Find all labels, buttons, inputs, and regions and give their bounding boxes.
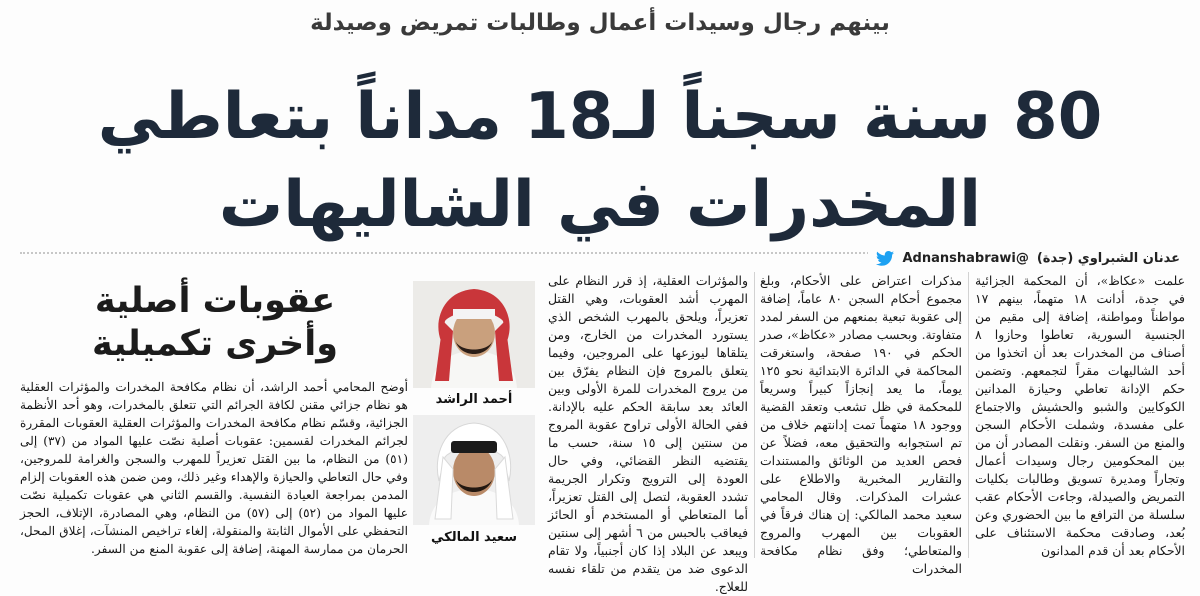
photo-saeed-almalki [413, 415, 535, 525]
photo-ahmed-alrashed [413, 281, 535, 388]
headline-line-1: 80 سنة سجناً لـ18 مداناً بتعاطي [97, 80, 1103, 154]
headline-line-2: المخدرات في الشاليهات [218, 168, 982, 242]
column-divider [968, 272, 969, 558]
twitter-handle: @Adnanshabrawi [902, 250, 1029, 266]
kicker-headline: بينهم رجال وسيدات أعمال وطالبات تمريض وصيدلة [310, 10, 890, 36]
column-divider [754, 272, 755, 558]
article-column-3: والمؤثرات العقلية، إذ قرر النظام على المهرب أشد العقوبات، وهي القتل تعزيراً، ويلحق بالمهرب الشخص الذي يستورد المخدرات من الخارج، ومن يتلقاها ليوزعها على المروجين، وفيما يتعلق بالمروج فإن النظام يفرّق بين من يروج المخدرات للمرة الأولى وبين العائد بعد سابقة الحكم عليه بالإدانة. ففي الحالة الأولى تراوح عقوبة المروج من سنتين إلى ١٥ سنة، حسب ما يقتضيه النظر القضائي، وفي حال العودة إلى الترويج وتكرار الجريمة تشدد العقوبة، لتصل إلى القتل تعزيراً، أما المتعاطي أو المستخدم أو الحائز فيعاقب بالحبس من ٦ أشهر إلى سنتين ويبعد عن البلاد إذا كان أجنبياً، ولا تقام الدعوى ضد من يتقدم من تلقاء نفسه للعلاج. [548, 273, 748, 594]
twitter-bird-icon [876, 249, 894, 267]
author-name: عدنان الشبراوي (جدة) [1036, 250, 1180, 266]
byline [868, 247, 1180, 269]
photo-caption: أحمد الراشد [435, 392, 513, 407]
portrait-photo-icon [413, 281, 535, 388]
subheading-line-1: عقوبات أصلية [94, 281, 336, 321]
article-column-1: علمت «عكاظ»، أن المحكمة الجزائية في جدة، أدانت ١٨ متهماً، بينهم ١٧ مواطناً ومواطنة، إضافة إلى مقيم من الجنسية السورية، تعاطوا وحازوا ٨ أصناف من المخدرات بعد أن اتخذوا من أحد الشاليهات مقراً لتجمعهم. وتضمن حكم الإدانة تعاطي وحيازة المدانين الكوكايين والشبو والحشيش والاجتماع على مفسدة، وشملت الأحكام السجن والمنع من السفر. ونقلت المصادر أن من بين المحكومين رجال وسيدات أعمال وتجاراً ومديرة تسويق وطالبات بكليات التمريض والصيدلة، وجاءت الأحكام عقب سلسلة من الترافع ما بين الحضوري وعن بُعد، وصادقت محكمة الاستئناف على الأحكام بعد أن قدم المدانون [975, 273, 1185, 558]
subheading-line-2: وأخرى تكميلية [91, 324, 339, 364]
portrait-photo-icon [413, 415, 535, 525]
photo-caption: سعيد المالكي [431, 530, 517, 545]
article-column-2: مذكرات اعتراض على الأحكام، وبلغ مجموع أحكام السجن ٨٠ عاماً، إضافة إلى عقوبة تبعية بمنعهم من السفر لمدد متفاوتة. وبحسب مصادر «عكاظ»، صدر الحكم في ١٩٠ صفحة، واستغرقت المحاكمة في الدائرة الابتدائية نحو ١٢٥ يوماً، ما يعد إنجازاً كبيراً وسريعاً للمحكمة في ظل تشعب وتعقد القضية ووجود ١٨ متهماً تمت إدانتهم خلاف من تم استجوابه والتحقيق معه، فضلاً عن فحص العديد من الوثائق والمستندات والتقارير المخبرية والاطلاع على عشرات المذكرات. وقال المحامي سعيد محمد المالكي: إن هناك فرقاً في العقوبات بين المهرب والمروج والمتعاطي؛ وفق نظام مكافحة المخدرات [760, 273, 962, 576]
subsection-body: أوضح المحامي أحمد الراشد، أن نظام مكافحة المخدرات والمؤثرات العقلية هو نظام جزائي مقنن لكافة الجرائم التي تتعلق بالمخدرات، وهو أحد الأنظمة الجزائية، وقسّم نظام مكافحة المخدرات والمؤثرات العقلية العقوبات المقررة لجرائم المخدرات لقسمين: عقوبات أصلية نصّت عليها المواد من (٣٧) إلى (٥١) من النظام، ما بين القتل تعزيراً للمهرب والسجن والغرامة للمروجين، وفي حال التعاطي والحيازة والإهداء وغير ذلك، ومن ضمن هذه العقوبات إلزام المدمن بمراجعة العيادة النفسية. والقسم الثاني هي عقوبات تكميلية نصّت عليها المواد من (٥٢) إلى (٥٧) من النظام، وهي المصادرة، الإتلاف، الحجز التحفظي على الأموال الثابتة والمنقولة، إلغاء تراخيص المنشآت، إغلاق المحل، الحرمان من ممارسة المهنة، إضافة إلى عقوبة المنع من السفر. [20, 380, 408, 556]
